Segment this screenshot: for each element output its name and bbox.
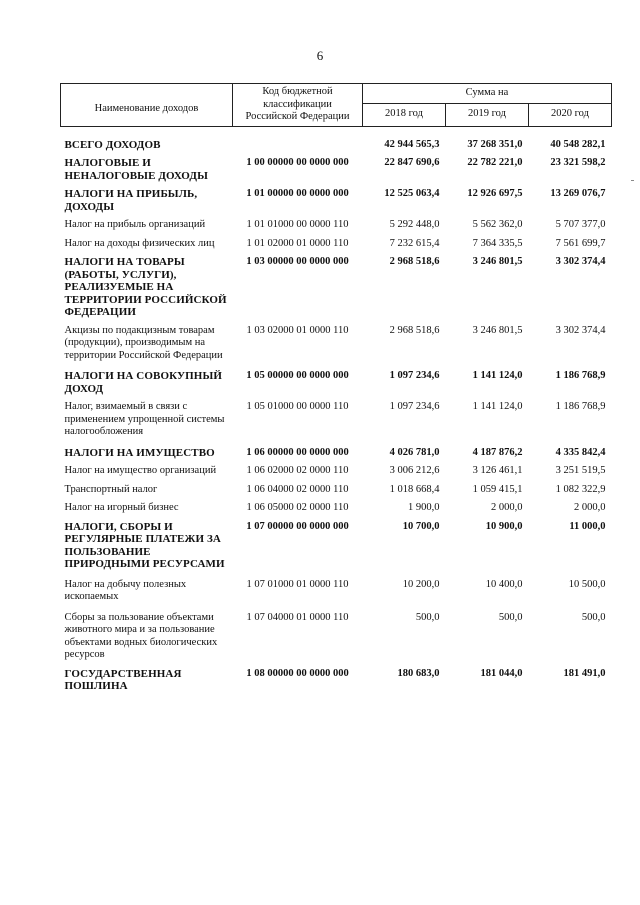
- row-value-2020-cell: 500,0: [581, 611, 606, 623]
- table-row: [61, 571, 612, 604]
- row-value-2018-cell: 2 968 518,6: [389, 256, 440, 267]
- row-code-cell: 1 01 00000 00 0000 000: [246, 188, 349, 199]
- row-value-2018-cell: 3 006 212,6: [389, 465, 440, 476]
- row-name-cell: Налог на игорный бизнес: [64, 502, 179, 513]
- row-value-2019-cell: 5 562 362,0: [472, 219, 523, 230]
- row-value-2019-cell: 10 900,0: [485, 520, 523, 532]
- table-row: [61, 439, 612, 460]
- row-value-2019-cell: 1 059 415,1: [472, 483, 523, 495]
- row-value-2020-cell: 1 186 768,9: [555, 370, 606, 381]
- row-name-cell: НАЛОГИ НА ИМУЩЕСТВО: [64, 446, 215, 459]
- row-code-cell: 1 06 04000 02 0000 110: [246, 483, 349, 495]
- row-value-2020-cell: 11 000,0: [569, 520, 606, 532]
- row-value-2019-cell: 3 126 461,1: [472, 465, 523, 476]
- row-code-cell: 1 05 00000 00 0000 000: [246, 370, 349, 381]
- row-value-2018-cell: 1 097 234,6: [389, 401, 440, 412]
- table-row: [61, 395, 612, 439]
- row-name-cell: Налог, взимаемый в связи с применением упрощенной системы налогообложения: [64, 401, 225, 437]
- header-code: Код бюджетной классификации Российской Федерации: [233, 84, 363, 127]
- row-value-2020-cell: 2 000,0: [574, 502, 606, 513]
- row-name-cell: Сборы за пользование объектами животного мира и за пользование объектами водных биологических ресурсов: [64, 611, 218, 660]
- row-code-cell: 1 07 01000 01 0000 110: [246, 578, 349, 590]
- row-value-2020-cell: 40 548 282,1: [550, 138, 606, 150]
- table-row: [61, 604, 612, 662]
- table-row: [61, 182, 612, 213]
- header-sum: Сумма на: [363, 84, 612, 104]
- header-year-2020: 2020 год: [529, 103, 612, 126]
- row-value-2019-cell: 3 246 801,5: [472, 324, 523, 336]
- row-value-2018-cell: 7 232 615,4: [389, 237, 440, 249]
- row-value-2018-cell: 42 944 565,3: [384, 138, 440, 150]
- row-value-2019-cell: 2 000,0: [491, 502, 523, 513]
- row-value-2019-cell: 22 782 221,0: [467, 157, 523, 168]
- row-name-cell: НАЛОГОВЫЕ И НЕНАЛОГОВЫЕ ДОХОДЫ: [64, 157, 208, 182]
- row-code-cell: 1 01 01000 00 0000 110: [246, 219, 349, 230]
- row-value-2018-cell: 12 525 063,4: [384, 188, 440, 199]
- row-name-cell: Налог на имущество организаций: [64, 465, 217, 476]
- row-value-2018-cell: 2 968 518,6: [389, 324, 440, 336]
- row-value-2020-cell: 3 302 374,4: [555, 256, 606, 267]
- row-value-2019-cell: 12 926 697,5: [467, 188, 523, 199]
- row-value-2020-cell: 3 302 374,4: [555, 324, 606, 336]
- row-value-2020-cell: 23 321 598,2: [550, 157, 606, 168]
- row-value-2019-cell: 3 246 801,5: [472, 256, 523, 267]
- row-code-cell: 1 07 04000 01 0000 110: [246, 611, 349, 623]
- table-row: [61, 459, 612, 478]
- row-code-cell: 1 07 00000 00 0000 000: [246, 520, 349, 532]
- table-body: [61, 126, 612, 693]
- table-row: [61, 362, 612, 395]
- table-row: [61, 478, 612, 497]
- row-value-2018-cell: 10 200,0: [402, 578, 440, 590]
- revenue-table: [60, 83, 612, 693]
- row-name-cell: НАЛОГИ, СБОРЫ И РЕГУЛЯРНЫЕ ПЛАТЕЖИ ЗА ПОЛЬЗОВАНИЕ ПРИРОДНЫМИ РЕСУРСАМИ: [64, 520, 225, 570]
- row-value-2020-cell: 3 251 519,5: [555, 465, 606, 476]
- row-value-2020-cell: 5 707 377,0: [555, 219, 606, 230]
- row-value-2019-cell: 1 141 124,0: [472, 401, 523, 412]
- table-row: [61, 662, 612, 693]
- row-value-2020-cell: 13 269 076,7: [550, 188, 606, 199]
- row-value-2020-cell: 7 561 699,7: [555, 237, 606, 249]
- table-row: [61, 151, 612, 182]
- row-code-cell: 1 03 00000 00 0000 000: [246, 256, 349, 267]
- table-row: [61, 319, 612, 363]
- row-name-cell: Транспортный налог: [64, 483, 158, 495]
- row-value-2019-cell: 500,0: [498, 611, 523, 623]
- header-name: Наименование доходов: [61, 84, 233, 127]
- row-value-2019-cell: 10 400,0: [485, 578, 523, 590]
- row-name-cell: Налог на прибыль организаций: [64, 219, 206, 230]
- table-header: [61, 84, 612, 127]
- row-value-2019-cell: 37 268 351,0: [467, 138, 523, 150]
- table-row: [61, 496, 612, 515]
- row-value-2019-cell: 1 141 124,0: [472, 370, 523, 381]
- margin-mark: [631, 180, 634, 181]
- row-value-2020-cell: 10 500,0: [568, 578, 606, 590]
- table-row: [61, 232, 612, 251]
- row-code-cell: 1 05 01000 00 0000 110: [246, 401, 349, 412]
- row-code-cell: 1 06 05000 02 0000 110: [246, 502, 349, 513]
- row-code-cell: 1 08 00000 00 0000 000: [246, 667, 349, 679]
- table-row: [61, 250, 612, 319]
- row-code-cell: 1 03 02000 01 0000 110: [246, 324, 349, 336]
- row-code-cell: [233, 126, 363, 151]
- row-name-cell: Налог на доходы физических лиц: [64, 237, 215, 249]
- row-value-2018-cell: 1 097 234,6: [389, 370, 440, 381]
- row-value-2018-cell: 500,0: [415, 611, 440, 623]
- row-value-2019-cell: 7 364 335,5: [472, 237, 523, 249]
- row-value-2018-cell: 10 700,0: [402, 520, 440, 532]
- header-year-2019: 2019 год: [446, 103, 529, 126]
- row-name-cell: Налог на добычу полезных ископаемых: [64, 578, 187, 602]
- row-code-cell: 1 06 02000 02 0000 110: [246, 465, 349, 476]
- row-value-2019-cell: 4 187 876,2: [472, 446, 523, 458]
- row-code-cell: 1 06 00000 00 0000 000: [246, 446, 349, 458]
- row-name-cell: ВСЕГО ДОХОДОВ: [64, 138, 161, 151]
- row-name-cell: Акцизы по подакцизным товарам (продукции), производимым на территории Российской Федерации: [64, 324, 223, 361]
- page-number: 6: [316, 48, 324, 63]
- row-code-cell: 1 01 02000 01 0000 110: [246, 237, 349, 249]
- row-name-cell: ГОСУДАРСТВЕННАЯ ПОШЛИНА: [64, 667, 182, 692]
- row-value-2020-cell: 181 491,0: [563, 667, 606, 679]
- row-value-2018-cell: 1 018 668,4: [389, 483, 440, 495]
- table-row: [61, 213, 612, 232]
- row-value-2020-cell: 1 082 322,9: [555, 483, 606, 495]
- row-value-2018-cell: 5 292 448,0: [389, 219, 440, 230]
- header-year-2018: 2018 год: [363, 103, 446, 126]
- table-row: [61, 126, 612, 151]
- row-value-2018-cell: 22 847 690,6: [384, 157, 440, 168]
- row-value-2018-cell: 4 026 781,0: [389, 446, 440, 458]
- row-name-cell: НАЛОГИ НА ТОВАРЫ (РАБОТЫ, УСЛУГИ), РЕАЛИЗУЕМЫЕ НА ТЕРРИТОРИИ РОССИЙСКОЙ ФЕДЕРАЦИИ: [64, 256, 227, 318]
- row-name-cell: НАЛОГИ НА ПРИБЫЛЬ, ДОХОДЫ: [64, 188, 198, 213]
- row-value-2018-cell: 180 683,0: [397, 667, 440, 679]
- row-value-2018-cell: 1 900,0: [408, 502, 440, 513]
- row-name-cell: НАЛОГИ НА СОВОКУПНЫЙ ДОХОД: [64, 370, 222, 395]
- row-value-2019-cell: 181 044,0: [480, 667, 523, 679]
- row-value-2020-cell: 4 335 842,4: [555, 446, 606, 458]
- row-code-cell: 1 00 00000 00 0000 000: [246, 157, 349, 168]
- table-row: [61, 515, 612, 571]
- row-value-2020-cell: 1 186 768,9: [555, 401, 606, 412]
